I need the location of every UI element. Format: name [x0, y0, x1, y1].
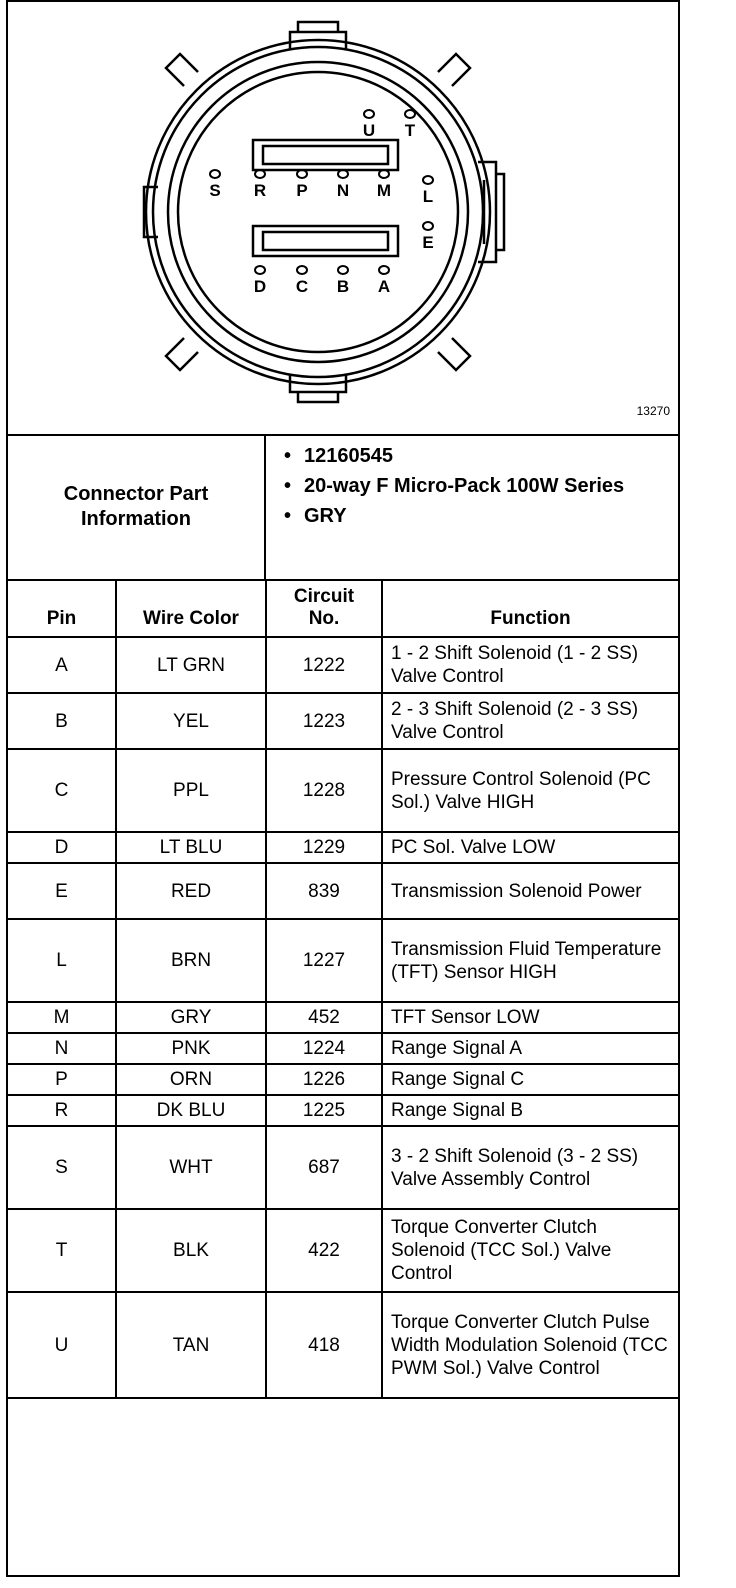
circuit-cell: 1225 [266, 1095, 382, 1126]
connector-diagram [8, 2, 678, 436]
pin-label-l: L [422, 187, 434, 206]
wire-color-cell: LT BLU [116, 832, 266, 863]
circuit-cell: 452 [266, 1002, 382, 1033]
function-cell: Torque Converter Clutch Solenoid (TCC Sol.) Valve Control [382, 1209, 678, 1292]
function-cell: Torque Converter Clutch Pulse Width Modulation Solenoid (TCC PWM Sol.) Valve Control [382, 1292, 678, 1398]
connector-color: • GRY [278, 504, 673, 528]
circuit-cell: 1226 [266, 1064, 382, 1095]
pin-cell: E [8, 863, 116, 919]
function-cell: 2 - 3 Shift Solenoid (2 - 3 SS) Valve Control [382, 693, 678, 749]
header-pin: Pin [8, 579, 116, 637]
wire-color-cell: WHT [116, 1126, 266, 1209]
pin-cell: U [8, 1292, 116, 1398]
pin-label-r: R [253, 181, 267, 200]
figure-number: 13270 [636, 404, 670, 418]
table-row [8, 1064, 678, 1095]
function-cell: Range Signal A [382, 1033, 678, 1064]
wire-color-cell: RED [116, 863, 266, 919]
table-row [8, 832, 678, 863]
circuit-cell: 1228 [266, 749, 382, 832]
function-cell: TFT Sensor LOW [382, 1002, 678, 1033]
wire-color-cell: PNK [116, 1033, 266, 1064]
pin-label-m: M [376, 181, 392, 200]
function-cell: Transmission Fluid Temperature (TFT) Sensor HIGH [382, 919, 678, 1002]
table-row [8, 693, 678, 749]
connector-part-info-label: Connector Part Information [8, 434, 266, 579]
circuit-cell: 1224 [266, 1033, 382, 1064]
pin-cell: A [8, 637, 116, 693]
pin-cell: M [8, 1002, 116, 1033]
circuit-cell: 839 [266, 863, 382, 919]
pin-cell: T [8, 1209, 116, 1292]
wire-color-cell: TAN [116, 1292, 266, 1398]
function-cell: 1 - 2 Shift Solenoid (1 - 2 SS) Valve Control [382, 637, 678, 693]
pin-cell: B [8, 693, 116, 749]
connector-part-info-list [278, 444, 673, 534]
pin-label-u: U [362, 121, 376, 140]
pin-label-t: T [404, 121, 416, 140]
pin-cell: L [8, 919, 116, 1002]
wire-color-cell: YEL [116, 693, 266, 749]
function-cell: 3 - 2 Shift Solenoid (3 - 2 SS) Valve Assembly Control [382, 1126, 678, 1209]
connector-sheet [6, 0, 680, 1577]
wire-color-cell: DK BLU [116, 1095, 266, 1126]
table-row [8, 1126, 678, 1209]
function-cell: Range Signal B [382, 1095, 678, 1126]
pin-label-b: B [336, 277, 350, 296]
pin-label-a: A [377, 277, 391, 296]
table-row [8, 749, 678, 832]
table-row [8, 1002, 678, 1033]
pin-label-n: N [336, 181, 350, 200]
circuit-cell: 1227 [266, 919, 382, 1002]
pin-cell: S [8, 1126, 116, 1209]
pin-label-s: S [209, 181, 221, 200]
circuit-cell: 1223 [266, 693, 382, 749]
wire-color-cell: GRY [116, 1002, 266, 1033]
header-circuit-no: Circuit No. [266, 579, 382, 637]
wire-color-cell: LT GRN [116, 637, 266, 693]
table-row [8, 919, 678, 1002]
pin-cell: R [8, 1095, 116, 1126]
header-wire-color: Wire Color [116, 579, 266, 637]
function-cell: Pressure Control Solenoid (PC Sol.) Valve HIGH [382, 749, 678, 832]
circuit-cell: 687 [266, 1126, 382, 1209]
pin-label-p: P [296, 181, 308, 200]
function-cell: Transmission Solenoid Power [382, 863, 678, 919]
wire-color-cell: PPL [116, 749, 266, 832]
pin-cell: N [8, 1033, 116, 1064]
circuit-cell: 418 [266, 1292, 382, 1398]
connector-face-drawing [8, 2, 678, 434]
circuit-cell: 1222 [266, 637, 382, 693]
wire-color-cell: BLK [116, 1209, 266, 1292]
connector-part-info [8, 434, 678, 581]
pin-cell: C [8, 749, 116, 832]
function-cell: PC Sol. Valve LOW [382, 832, 678, 863]
table-row [8, 863, 678, 919]
table-row [8, 1209, 678, 1292]
pin-cell: D [8, 832, 116, 863]
pin-label-d: D [253, 277, 267, 296]
table-row [8, 1033, 678, 1064]
pin-table-header [8, 579, 678, 637]
function-cell: Range Signal C [382, 1064, 678, 1095]
header-function: Function [382, 579, 678, 637]
connector-type: • 20-way F Micro-Pack 100W Series [278, 474, 673, 498]
pin-label-c: C [295, 277, 309, 296]
circuit-cell: 422 [266, 1209, 382, 1292]
pin-table [8, 579, 678, 1399]
wire-color-cell: BRN [116, 919, 266, 1002]
table-row [8, 1095, 678, 1126]
pin-label-e: E [422, 233, 434, 252]
table-row [8, 1292, 678, 1398]
circuit-cell: 1229 [266, 832, 382, 863]
part-number: • 12160545 [278, 444, 673, 468]
table-row [8, 637, 678, 693]
pin-cell: P [8, 1064, 116, 1095]
wire-color-cell: ORN [116, 1064, 266, 1095]
